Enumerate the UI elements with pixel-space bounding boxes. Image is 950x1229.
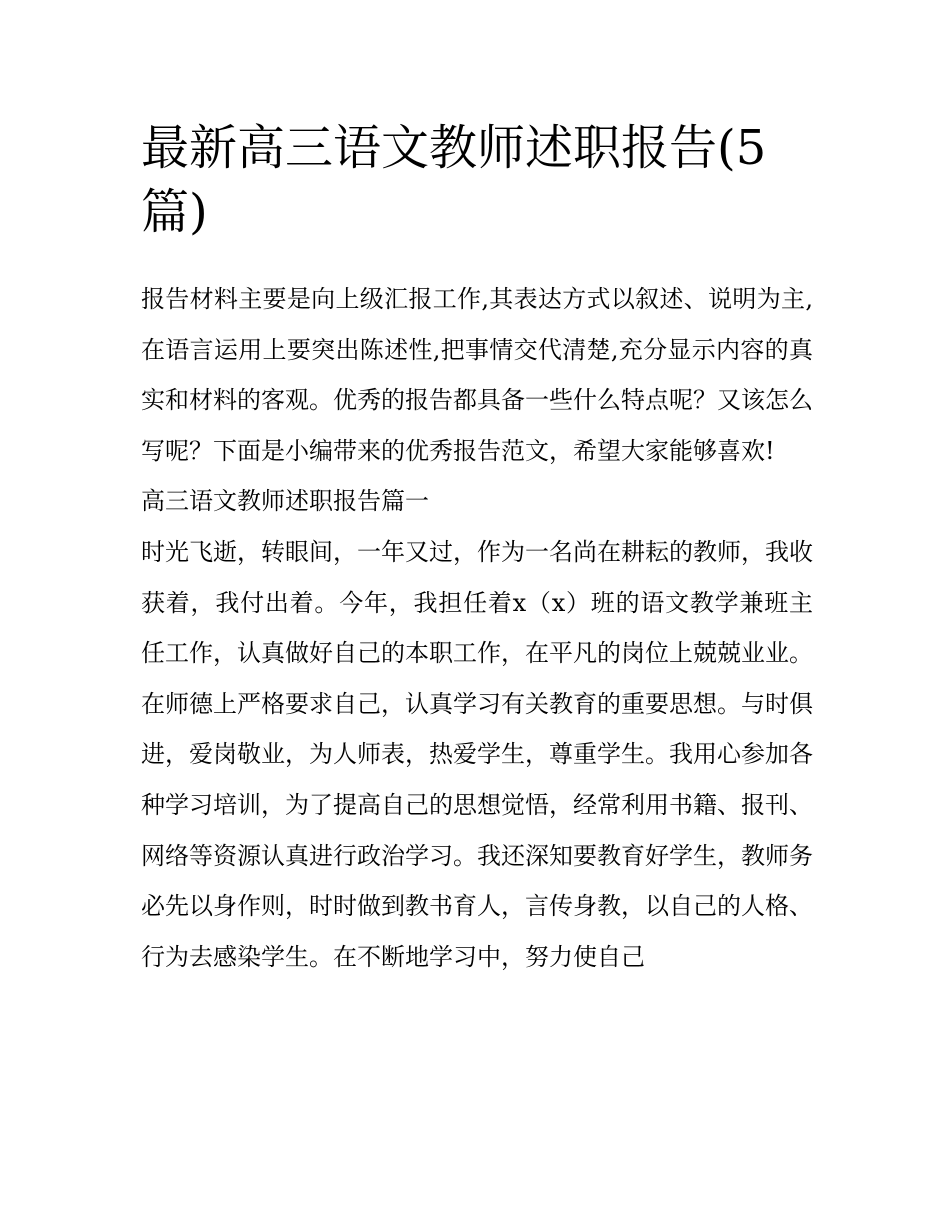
document-body xyxy=(141,274,813,982)
intro-paragraph: 报告材料主要是向上级汇报工作,其表达方式以叙述、说明为主,在语言运用上要突出陈述性,把事情交代清楚,充分显示内容的真实和材料的客观。优秀的报告都具备一些什么特点呢？又该怎么写呢？下面是小编带来的优秀报告范文，希望大家能够喜欢! xyxy=(141,285,813,465)
body-paragraph-2: 在师德上严格要求自己，认真学习有关教育的重要思想。与时俱进，爱岗敬业，为人师表，热爱学生，尊重学生。我用心参加各种学习培训，为了提高自己的思想觉悟，经常利用书籍、报刊、网络等资源认真进行政治学习。我还深知要教育好学生，教师务必先以身作则，时时做到教书育人，言传身教，以自己的人格、行为去感染学生。在不断地学习中，努力使自己 xyxy=(141,689,813,971)
body-paragraph-1: 时光飞逝，转眼间，一年又过，作为一名尚在耕耘的教师，我收获着，我付出着。今年，我担任着x（x）班的语文教学兼班主任工作，认真做好自己的本职工作，在平凡的岗位上兢兢业业。 xyxy=(141,537,813,668)
document-title: 最新高三语文教师述职报告(5篇) xyxy=(141,120,767,240)
document-content xyxy=(141,116,813,982)
section-heading: 高三语文教师述职报告篇一 xyxy=(141,487,429,516)
